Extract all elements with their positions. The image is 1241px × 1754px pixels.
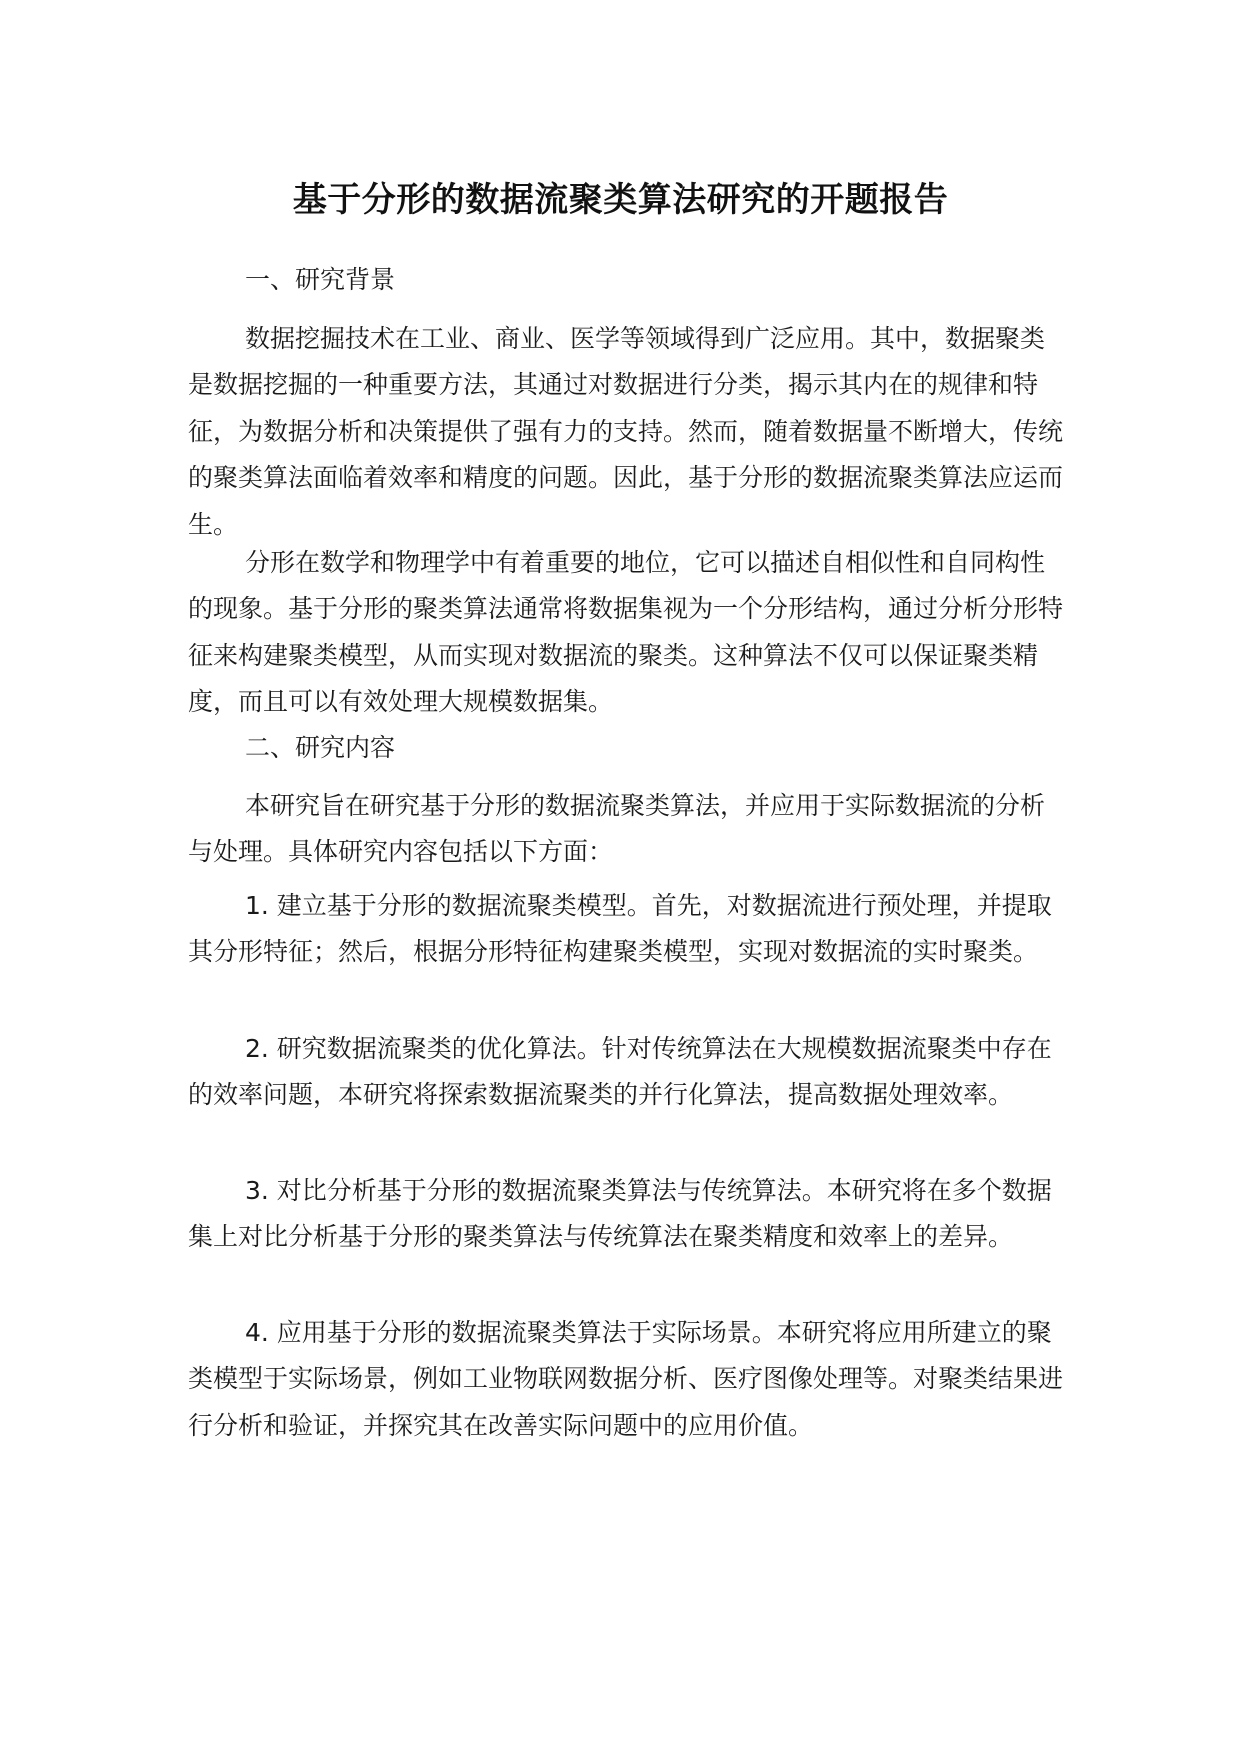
paragraph-background-1: 数据挖掘技术在工业、商业、医学等领域得到广泛应用。其中，数据聚类是数据挖掘的一种重要方法，其通过对数据进行分类，揭示其内在的规律和特征，为数据分析和决策提供了强有力的支持。然而，随着数据量不断增大，传统的聚类算法面临着效率和精度的问题。因此，基于分形的数据流聚类算法应运而生。 <box>188 324 1064 539</box>
section-heading-content: 二、研究内容 <box>245 733 396 762</box>
paragraph-content-intro: 本研究旨在研究基于分形的数据流聚类算法，并应用于实际数据流的分析与处理。具体研究内容包括以下方面： <box>188 791 1046 867</box>
section-heading-background: 一、研究背景 <box>245 265 396 294</box>
list-item-3: 3. 对比分析基于分形的数据流聚类算法与传统算法。本研究将在多个数据集上对比分析基于分形的聚类算法与传统算法在聚类精度和效率上的差异。 <box>188 1176 1052 1252</box>
document-title: 基于分形的数据流聚类算法研究的开题报告 <box>292 180 949 220</box>
list-item-2: 2. 研究数据流聚类的优化算法。针对传统算法在大规模数据流聚类中存在的效率问题，本研究将探索数据流聚类的并行化算法，提高数据处理效率。 <box>188 1034 1052 1110</box>
list-item-4: 4. 应用基于分形的数据流聚类算法于实际场景。本研究将应用所建立的聚类模型于实际场景，例如工业物联网数据分析、医疗图像处理等。对聚类结果进行分析和验证，并探究其在改善实际问题中的应用价值。 <box>188 1318 1064 1440</box>
paragraph-background-2: 分形在数学和物理学中有着重要的地位，它可以描述自相似性和自同构性的现象。基于分形的聚类算法通常将数据集视为一个分形结构，通过分析分形特征来构建聚类模型，从而实现对数据流的聚类。这种算法不仅可以保证聚类精度，而且可以有效处理大规模数据集。 <box>188 548 1064 717</box>
list-item-1: 1. 建立基于分形的数据流聚类模型。首先，对数据流进行预处理，并提取其分形特征；然后，根据分形特征构建聚类模型，实现对数据流的实时聚类。 <box>188 891 1052 967</box>
